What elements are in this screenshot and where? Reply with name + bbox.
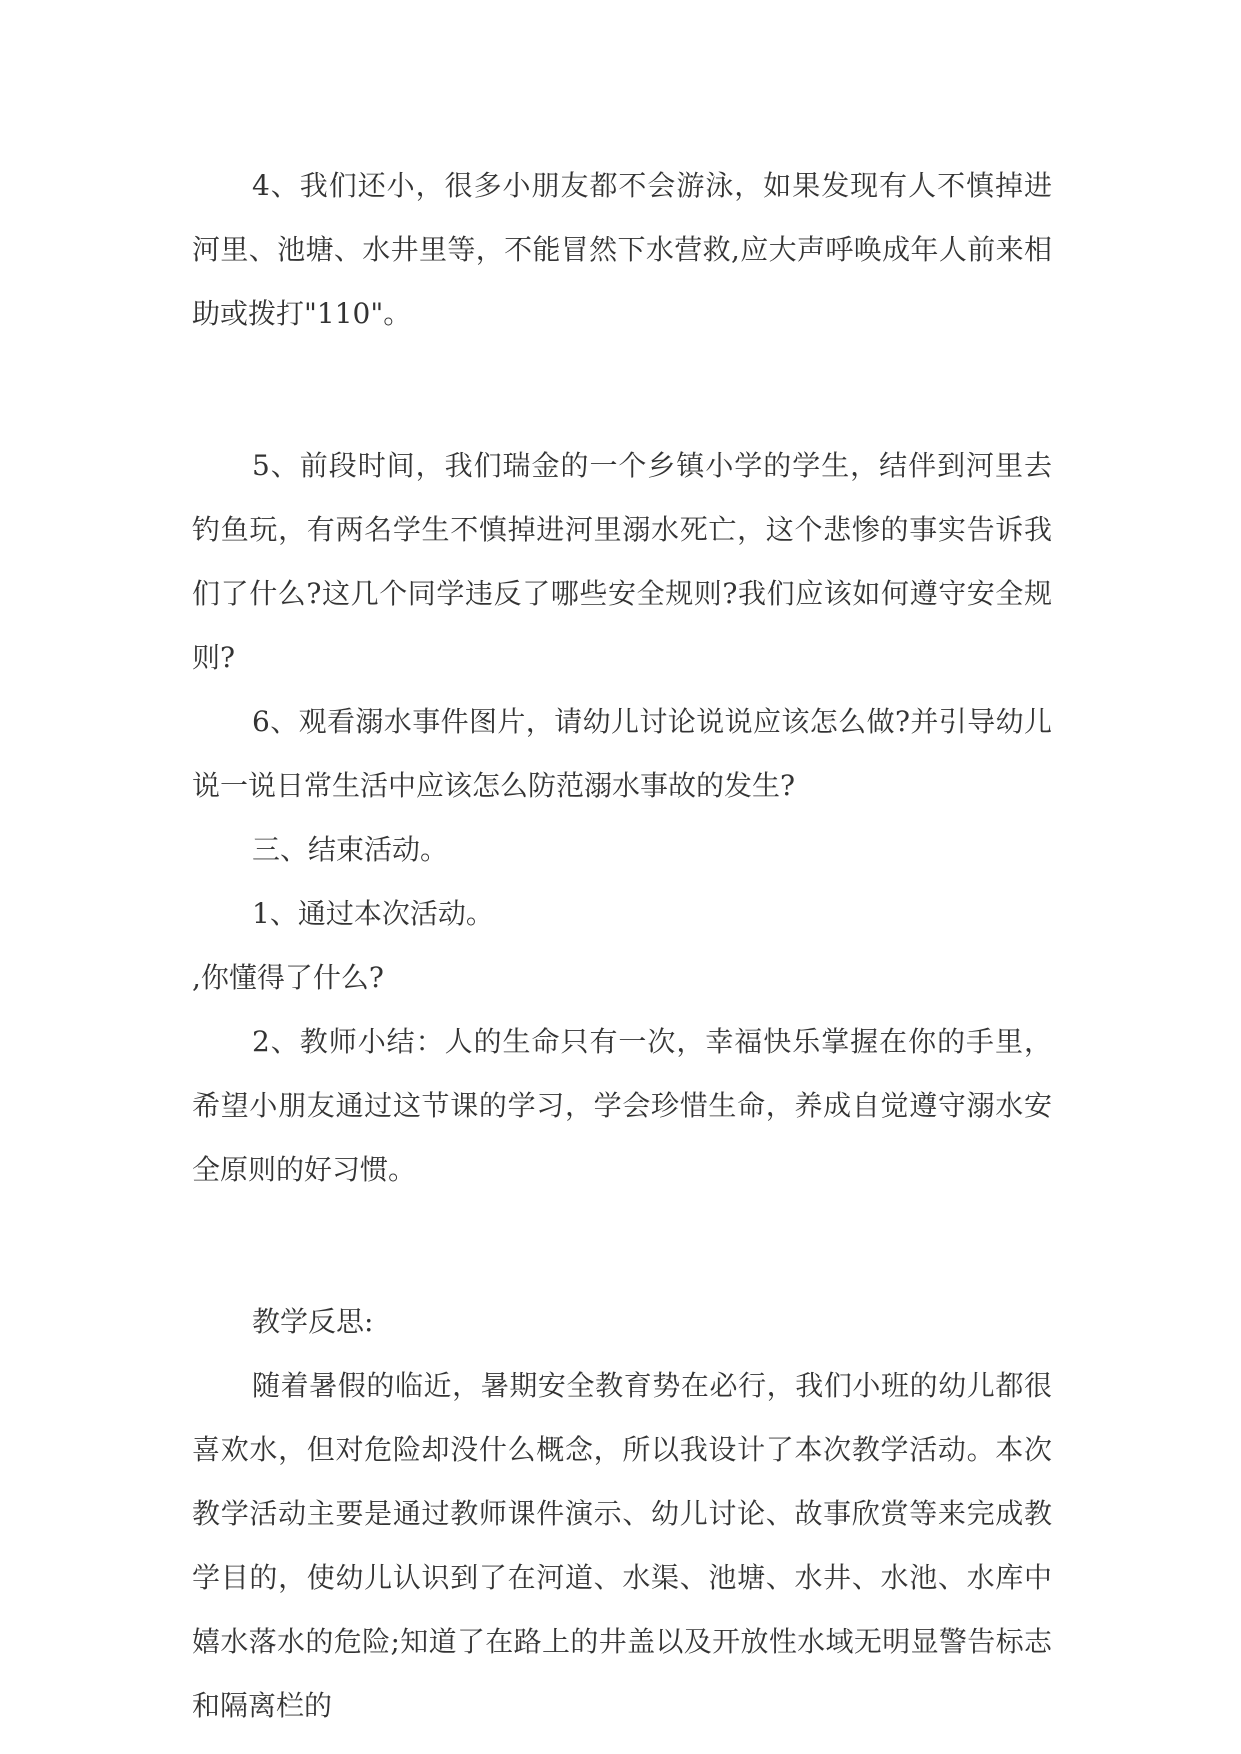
section-heading-end-activity: 三、结束活动。 <box>252 833 449 866</box>
paragraph-gap <box>192 346 1052 434</box>
paragraph-item-4: 4、我们还小，很多小朋友都不会游泳，如果发现有人不慎掉进河里、池塘、水井里等，不能冒然下水营救,应大声呼唤成年人前来相助或拨打"110"。 <box>192 169 1052 330</box>
paragraph-item-6: 6、观看溺水事件图片，请幼儿讨论说说应该怎么做?并引导幼儿说一说日常生活中应该怎么防范溺水事故的发生? <box>192 705 1052 802</box>
section-heading-reflection: 教学反思: <box>252 1305 374 1338</box>
paragraph-reflection: 随着暑假的临近，暑期安全教育势在必行，我们小班的幼儿都很喜欢水，但对危险却没什么概念，所以我设计了本次教学活动。本次教学活动主要是通过教师课件演示、幼儿讨论、故事欣赏等来完成教学目的，使幼儿认识到了在河道、水渠、池塘、水井、水池、水库中嬉水落水的危险;知道了在路上的井盖以及开放性水域无明显警告标志和隔离栏的 <box>192 1369 1052 1722</box>
paragraph-end-item-1: 1、通过本次活动。 <box>252 897 494 930</box>
paragraph-end-item-1-continued: ,你懂得了什么? <box>192 961 384 994</box>
paragraph-item-5: 5、前段时间，我们瑞金的一个乡镇小学的学生，结伴到河里去钓鱼玩，有两名学生不慎掉进河里溺水死亡，这个悲惨的事实告诉我们了什么?这几个同学违反了哪些安全规则?我们应该如何遵守安全规则? <box>192 449 1052 674</box>
paragraph-end-item-2: 2、教师小结：人的生命只有一次，幸福快乐掌握在你的手里，希望小朋友通过这节课的学习，学会珍惜生命，养成自觉遵守溺水安全原则的好习惯。 <box>192 1025 1052 1186</box>
paragraph-gap <box>192 1202 1052 1290</box>
document-body <box>192 154 1052 1738</box>
